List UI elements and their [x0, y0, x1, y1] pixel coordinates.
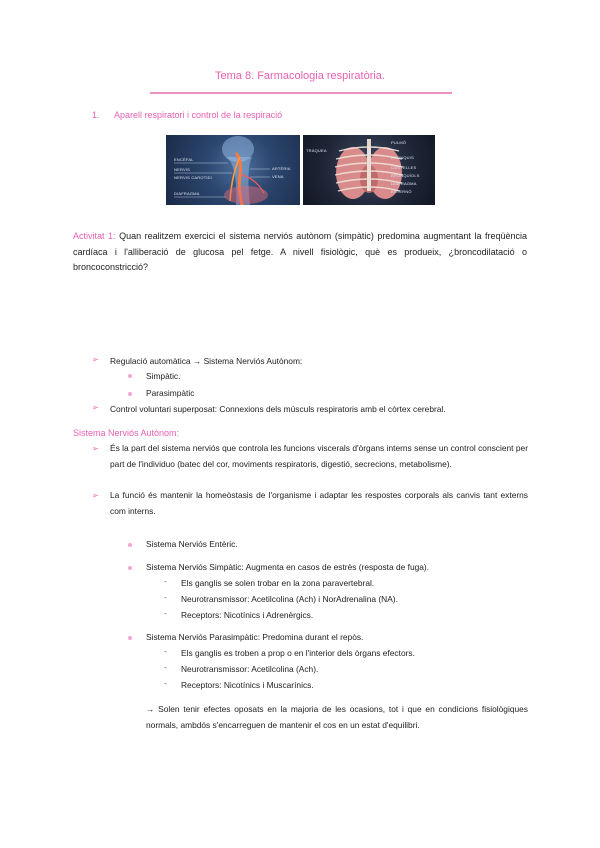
figure-label: TRÀQUEA [306, 148, 327, 153]
thorax-figure-drawing [303, 135, 435, 205]
dash-bullet: - [164, 647, 167, 656]
figure-label: ARTÈRIA [272, 166, 291, 171]
page-title: Tema 8. Farmacologia respiratòria. [215, 70, 385, 82]
sympathetic-item: Els ganglis se solen trobar en la zona paravertebral. [181, 578, 375, 588]
figure-label: ENCÈFAL [174, 157, 194, 162]
parasympathetic-label: Sistema Nerviós Parasimpàtic: [146, 632, 261, 642]
conclusion-paragraph: → Solen tenir efectes oposats en la majoria de les ocasions, tot i que en condicions fisiològiques normals, ambdós s'encarreguen de mantenir el cos en un estat d'equilibri. [146, 704, 528, 730]
parasympathetic-item: Neurotransmissor: Acetilcolina (Ach). [181, 664, 319, 674]
section-title: Aparell respiratori i control de la respiració [114, 110, 283, 120]
title-underline [150, 92, 452, 94]
figure-label: DIAFRAGMA [174, 191, 200, 196]
activity-label: Activitat 1: [73, 231, 116, 241]
dash-bullet: - [164, 577, 167, 586]
figure-label: NERVIS CAROTIDI [174, 175, 213, 180]
regulation-parasympathetic: Parasimpàtic [146, 388, 195, 398]
respiratory-control-figure [166, 135, 300, 205]
sympathetic-item: Neurotransmissor: Acetilcolina (Ach) i NorAdrenalina (NA). [181, 594, 398, 604]
sympathetic-item: Receptors: Nicotínics i Adrenèrgics. [181, 610, 314, 620]
regulation-voluntary: Control voluntari superposat: Connexions dels músculs respiratoris amb el còrtex cerebral. [110, 404, 446, 414]
parasympathetic-item: Els ganglis es troben a prop o en l'interior dels òrgans efectors. [181, 648, 415, 658]
figure-label: PULMÓ [391, 140, 407, 145]
arrow-bullet-icon: ➢ [92, 355, 99, 364]
sna-paragraph-1: És la part del sistema nerviós que controla les funcions viscerals d'òrgans interns sense un control conscient per part de l'individuo (batec del cor, moviments respiratoris, digestió, secrecions, metabolisme). [110, 443, 528, 469]
parasympathetic-desc: Predomina durant el repòs. [262, 632, 364, 642]
section-number: 1. [92, 110, 100, 120]
sympathetic-desc: Augmenta en casos de estrès (resposta de fuga). [245, 562, 430, 572]
section-heading [92, 110, 282, 120]
dot-bullet-icon [128, 636, 132, 640]
arrow-bullet-icon: ➢ [92, 491, 99, 500]
figure-label: DIAFRAGMA [391, 181, 417, 186]
arrow-bullet-icon: ➢ [92, 403, 99, 412]
dash-bullet: - [164, 679, 167, 688]
dot-bullet-icon [128, 566, 132, 570]
sympathetic-label: Sistema Nerviós Simpàtic: [146, 562, 244, 572]
activity-question [73, 229, 527, 276]
dot-bullet-icon [128, 392, 132, 396]
figure-label: BRONQUÍOLS [391, 173, 420, 178]
regulation-sympathetic: Simpàtic. [146, 371, 181, 381]
sna-heading: Sistema Nerviós Autònom: [73, 428, 180, 438]
dash-bullet: - [164, 609, 167, 618]
arrow-bullet-icon: ➢ [92, 444, 99, 453]
figure-label: NERVIS [174, 167, 191, 172]
enteric-system: Sistema Nerviós Entèric. [146, 539, 238, 549]
parasympathetic-system [146, 632, 363, 642]
thorax-figure [303, 135, 435, 205]
figure-label: ESTERNÓ [391, 189, 412, 194]
activity-text: Quan realitzem exercici el sistema nerviós autònom (simpàtic) predomina augmentant la freqüència cardíaca i l'alliberació de glucosa pel fetge. A nivell fisiològic, què es produeix, ¿broncodilatació o broncoconstricció? [73, 231, 528, 273]
dot-bullet-icon [128, 374, 132, 378]
figure-label: VENA [272, 174, 284, 179]
parasympathetic-item: Receptors: Nicotínics i Muscarínics. [181, 680, 314, 690]
sympathetic-system [146, 562, 429, 572]
dash-bullet: - [164, 593, 167, 602]
regulation-automatic: Regulació automàtica → Sistema Nerviós Autònom: [110, 356, 303, 366]
figure-label: BRONQUIS [391, 155, 414, 160]
figure-label: COSTELLES [391, 165, 417, 170]
dash-bullet: - [164, 663, 167, 672]
sna-paragraph-2: La funció és mantenir la homeòstasis de l'organisme i adaptar les respostes corporals als canvis tant externs com interns. [110, 490, 528, 516]
dot-bullet-icon [128, 543, 132, 547]
